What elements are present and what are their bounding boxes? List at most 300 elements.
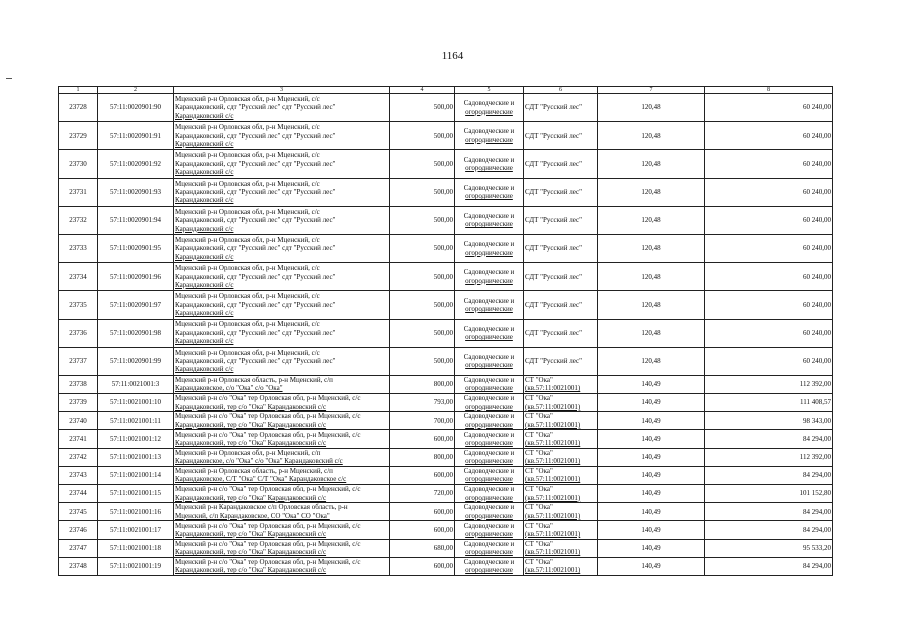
address-line: Карандаковский с/с [175, 252, 234, 261]
unit-value-cell: 120,48 [598, 291, 705, 319]
address-cell [174, 521, 390, 539]
land-use-line: Садоводческие и [463, 352, 515, 361]
row-number: 23742 [59, 448, 98, 466]
organization-cell [524, 375, 598, 393]
organization-line: СТ "Ока" [525, 430, 553, 439]
address-cell [174, 375, 390, 393]
address-line: Карандаковский, тер с/о "Ока" Карандаковский с/с [175, 402, 327, 411]
total-value-cell: 60 240,00 [705, 263, 833, 291]
area-cell: 600,00 [390, 430, 455, 448]
column-header: 3 [174, 87, 390, 94]
land-use-line: Садоводческие и [463, 268, 515, 277]
address-line: Карандаковский с/с [175, 365, 234, 374]
cadastral-number: 57:11:0020901:95 [98, 234, 174, 262]
address-cell [174, 539, 390, 557]
row-number: 23739 [59, 394, 98, 412]
row-number: 23729 [59, 122, 98, 150]
organization-line: СТ "Ока" [525, 448, 553, 457]
organization-cell [524, 347, 598, 375]
organization-cell [524, 503, 598, 521]
address-cell [174, 485, 390, 503]
area-cell: 600,00 [390, 503, 455, 521]
land-use-line: огороднические [465, 220, 513, 229]
land-use-cell [455, 94, 524, 122]
unit-value-cell: 140,49 [598, 448, 705, 466]
address-line: Карандаковский, тер с/о "Ока" Карандаковский с/с [175, 566, 327, 575]
address-line: Мценский р-н Орловская область, р-н Мценский, с/п [175, 376, 333, 385]
address-line: Карандаковский с/с [175, 139, 234, 148]
table-row [59, 557, 833, 575]
organization-line: СТ "Ока" [525, 376, 553, 385]
address-cell [174, 234, 390, 262]
cadastral-number: 57:11:0020901:94 [98, 206, 174, 234]
total-value-cell: 60 240,00 [705, 291, 833, 319]
organization-cell [524, 319, 598, 347]
total-value-cell: 84 294,00 [705, 430, 833, 448]
unit-value-cell: 120,48 [598, 122, 705, 150]
unit-value-cell: 120,48 [598, 234, 705, 262]
unit-value-cell: 140,49 [598, 412, 705, 430]
address-line: Мценский р-н Орловская область, р-н Мценский, с/п [175, 467, 333, 475]
table-row [59, 539, 833, 557]
total-value-cell: 112 392,00 [705, 448, 833, 466]
address-cell [174, 319, 390, 347]
unit-value-cell: 140,49 [598, 394, 705, 412]
address-line: Карандаковский, тер с/о "Ока" Карандаковский с/с [175, 548, 327, 557]
land-use-line: огороднические [465, 107, 513, 116]
land-use-cell [455, 485, 524, 503]
organization-cell [524, 412, 598, 430]
land-use-line: огороднические [465, 439, 513, 448]
organization-cell [524, 291, 598, 319]
table-row [59, 319, 833, 347]
land-use-cell [455, 150, 524, 178]
land-use-line: Садоводческие и [463, 324, 515, 333]
table-row [59, 263, 833, 291]
organization-line: СДТ "Русский лес" [525, 272, 582, 281]
organization-cell [524, 394, 598, 412]
land-use-cell [455, 539, 524, 557]
row-number: 23731 [59, 178, 98, 206]
land-use-line: огороднические [465, 192, 513, 201]
unit-value-cell: 120,48 [598, 206, 705, 234]
area-cell: 720,00 [390, 485, 455, 503]
address-line: Карандаковское, с/о "Ока" с/о "Ока" Карандаковский с/с [175, 457, 343, 466]
land-use-line: Садоводческие и [463, 557, 515, 566]
area-cell: 600,00 [390, 557, 455, 575]
cadastral-number: 57:11:0021001:10 [98, 394, 174, 412]
address-line: Мценский р-н Орловская обл, р-н Мценский, с/с [175, 264, 320, 273]
organization-line: СТ "Ока" [525, 394, 553, 403]
organization-line: СТ "Ока" [525, 503, 553, 512]
organization-line: (кв.57:11:0021001) [525, 420, 581, 429]
address-line: Карандаковский с/с [175, 309, 234, 318]
land-use-line: Садоводческие и [463, 99, 515, 108]
total-value-cell: 95 533,20 [705, 539, 833, 557]
total-value-cell: 60 240,00 [705, 122, 833, 150]
area-cell: 500,00 [390, 347, 455, 375]
organization-line: СТ "Ока" [525, 521, 553, 530]
cadastral-number: 57:11:0020901:92 [98, 150, 174, 178]
organization-line: СТ "Ока" [525, 557, 553, 566]
cadastral-number: 57:11:0020901:90 [98, 94, 174, 122]
row-number: 23735 [59, 291, 98, 319]
address-line: Мценский р-н с/о "Ока" тер Орловская обл, р-н Мценский, с/с [175, 485, 361, 494]
total-value-cell: 84 294,00 [705, 557, 833, 575]
address-line: Карандаковский, тер с/о "Ока" Карандаковский с/с [175, 493, 327, 502]
row-number: 23740 [59, 412, 98, 430]
area-cell: 600,00 [390, 466, 455, 484]
column-header: 4 [390, 87, 455, 94]
organization-line: (кв.57:11:0021001) [525, 566, 581, 575]
header-row [59, 87, 833, 94]
organization-cell [524, 263, 598, 291]
land-use-line: огороднические [465, 384, 513, 393]
land-use-line: Садоводческие и [463, 211, 515, 220]
cadastral-number: 57:11:0021001:3 [98, 375, 174, 393]
cadastral-number: 57:11:0020901:93 [98, 178, 174, 206]
land-use-line: огороднические [465, 529, 513, 538]
total-value-cell: 60 240,00 [705, 94, 833, 122]
address-line: Карандаковский с/с [175, 111, 234, 120]
table-row [59, 94, 833, 122]
organization-cell [524, 178, 598, 206]
cadastral-number: 57:11:0021001:11 [98, 412, 174, 430]
organization-line: СТ "Ока" [525, 467, 553, 475]
address-line: Карандаковский, сдт "Русский лес" сдт "Русский лес" [175, 131, 336, 140]
land-use-line: огороднические [465, 361, 513, 370]
address-line: Карандаковский, тер с/о "Ока" Карандаковский с/с [175, 439, 327, 448]
address-line: Мценский р-н Орловская обл, р-н Мценский, с/с [175, 151, 320, 160]
row-number: 23748 [59, 557, 98, 575]
address-line: Карандаковский, сдт "Русский лес" сдт "Русский лес" [175, 244, 336, 253]
land-use-cell [455, 412, 524, 430]
address-line: Мценский р-н Орловская обл, р-н Мценский, с/с [175, 94, 320, 103]
address-line: Карандаковский, сдт "Русский лес" сдт "Русский лес" [175, 272, 336, 281]
unit-value-cell: 120,48 [598, 347, 705, 375]
organization-line: СДТ "Русский лес" [525, 159, 582, 168]
land-use-line: огороднические [465, 248, 513, 257]
table-row [59, 430, 833, 448]
address-line: Карандаковское, С/Т "Ока" С/Т "Ока" Карандаковское с/с [175, 475, 347, 484]
area-cell: 680,00 [390, 539, 455, 557]
organization-cell [524, 557, 598, 575]
unit-value-cell: 140,49 [598, 466, 705, 484]
total-value-cell: 112 392,00 [705, 375, 833, 393]
organization-cell [524, 206, 598, 234]
page-number: 1164 [441, 50, 464, 62]
organization-cell [524, 430, 598, 448]
address-line: Карандаковский, сдт "Русский лес" сдт "Русский лес" [175, 328, 336, 337]
cadastral-number: 57:11:0021001:15 [98, 485, 174, 503]
total-value-cell: 60 240,00 [705, 347, 833, 375]
organization-cell [524, 94, 598, 122]
address-cell [174, 122, 390, 150]
land-use-line: огороднические [465, 475, 513, 484]
address-line: Карандаковский, сдт "Русский лес" сдт "Русский лес" [175, 216, 336, 225]
area-cell: 500,00 [390, 178, 455, 206]
land-use-line: огороднические [465, 163, 513, 172]
land-use-line: Садоводческие и [463, 430, 515, 439]
row-number: 23738 [59, 375, 98, 393]
land-use-cell [455, 466, 524, 484]
unit-value-cell: 140,49 [598, 485, 705, 503]
organization-line: (кв.57:11:0021001) [525, 511, 581, 520]
land-use-cell [455, 263, 524, 291]
organization-cell [524, 234, 598, 262]
organization-line: (кв.57:11:0021001) [525, 548, 581, 557]
land-use-line: огороднические [465, 276, 513, 285]
table-row [59, 122, 833, 150]
land-use-cell [455, 557, 524, 575]
cadastral-number: 57:11:0021001:16 [98, 503, 174, 521]
land-use-line: Садоводческие и [463, 240, 515, 249]
address-line: Мценский р-н с/о "Ока" тер Орловская обл, р-н Мценский, с/с [175, 539, 361, 548]
cadastral-number: 57:11:0020901:98 [98, 319, 174, 347]
row-number: 23744 [59, 485, 98, 503]
land-use-cell [455, 521, 524, 539]
address-line: Мценский р-н Орловская обл, р-н Мценский, с/п [175, 448, 321, 457]
area-cell: 500,00 [390, 234, 455, 262]
cadastral-number: 57:11:0021001:14 [98, 466, 174, 484]
table-row [59, 448, 833, 466]
organization-line: (кв.57:11:0021001) [525, 439, 581, 448]
area-cell: 793,00 [390, 394, 455, 412]
total-value-cell: 111 408,57 [705, 394, 833, 412]
land-use-line: Садоводческие и [463, 448, 515, 457]
table-row [59, 485, 833, 503]
row-number: 23728 [59, 94, 98, 122]
organization-line: СДТ "Русский лес" [525, 244, 582, 253]
land-use-line: Садоводческие и [463, 394, 515, 403]
organization-line: СДТ "Русский лес" [525, 103, 582, 112]
total-value-cell: 60 240,00 [705, 178, 833, 206]
area-cell: 800,00 [390, 375, 455, 393]
address-line: Мценский р-н с/о "Ока" тер Орловская обл, р-н Мценский, с/с [175, 412, 361, 421]
unit-value-cell: 140,49 [598, 521, 705, 539]
address-cell [174, 291, 390, 319]
organization-line: СДТ "Русский лес" [525, 357, 582, 366]
total-value-cell: 84 294,00 [705, 521, 833, 539]
organization-line: (кв.57:11:0021001) [525, 402, 581, 411]
scan-mark [6, 78, 12, 79]
land-use-line: Садоводческие и [463, 412, 515, 421]
unit-value-cell: 140,49 [598, 503, 705, 521]
unit-value-cell: 140,49 [598, 557, 705, 575]
land-use-cell [455, 122, 524, 150]
land-registry-table [58, 86, 833, 576]
organization-line: (кв.57:11:0021001) [525, 493, 581, 502]
column-header: 1 [59, 87, 98, 94]
address-line: Карандаковский, тер с/о "Ока" Карандаковский с/с [175, 529, 327, 538]
address-line: Карандаковский с/с [175, 196, 234, 205]
table-row [59, 347, 833, 375]
organization-line: СДТ "Русский лес" [525, 216, 582, 225]
land-use-cell [455, 430, 524, 448]
row-number: 23746 [59, 521, 98, 539]
row-number: 23741 [59, 430, 98, 448]
table-row [59, 375, 833, 393]
organization-cell [524, 485, 598, 503]
address-cell [174, 206, 390, 234]
area-cell: 700,00 [390, 412, 455, 430]
organization-line: (кв.57:11:0021001) [525, 457, 581, 466]
cadastral-number: 57:11:0021001:18 [98, 539, 174, 557]
area-cell: 500,00 [390, 206, 455, 234]
organization-line: СДТ "Русский лес" [525, 187, 582, 196]
cadastral-number: 57:11:0021001:19 [98, 557, 174, 575]
address-line: Мценский р-н с/о "Ока" тер Орловская обл, р-н Мценский, с/с [175, 430, 361, 439]
total-value-cell: 60 240,00 [705, 319, 833, 347]
address-cell [174, 150, 390, 178]
land-use-line: Садоводческие и [463, 467, 515, 475]
address-cell [174, 448, 390, 466]
unit-value-cell: 120,48 [598, 94, 705, 122]
organization-cell [524, 448, 598, 466]
total-value-cell: 84 294,00 [705, 466, 833, 484]
land-use-line: огороднические [465, 135, 513, 144]
cadastral-number: 57:11:0021001:12 [98, 430, 174, 448]
area-cell: 500,00 [390, 291, 455, 319]
address-cell [174, 178, 390, 206]
unit-value-cell: 140,49 [598, 539, 705, 557]
column-header: 8 [705, 87, 833, 94]
land-use-cell [455, 178, 524, 206]
land-use-line: Садоводческие и [463, 183, 515, 192]
address-line: Карандаковский, сдт "Русский лес" сдт "Русский лес" [175, 300, 336, 309]
table-row [59, 466, 833, 484]
row-number: 23743 [59, 466, 98, 484]
address-cell [174, 347, 390, 375]
table-row [59, 234, 833, 262]
row-number: 23730 [59, 150, 98, 178]
organization-line: (кв.57:11:0021001) [525, 475, 581, 484]
cadastral-number: 57:11:0020901:99 [98, 347, 174, 375]
total-value-cell: 101 152,80 [705, 485, 833, 503]
area-cell: 600,00 [390, 521, 455, 539]
organization-line: СТ "Ока" [525, 412, 553, 421]
land-use-line: Садоводческие и [463, 503, 515, 512]
table-row [59, 150, 833, 178]
land-use-cell [455, 503, 524, 521]
address-line: Мценский р-н с/о "Ока" тер Орловская обл, р-н Мценский, с/с [175, 557, 361, 566]
table-row [59, 178, 833, 206]
organization-line: СДТ "Русский лес" [525, 300, 582, 309]
address-cell [174, 466, 390, 484]
unit-value-cell: 140,49 [598, 430, 705, 448]
land-use-cell [455, 394, 524, 412]
organization-line: (кв.57:11:0021001) [525, 529, 581, 538]
land-use-line: огороднические [465, 566, 513, 575]
address-cell [174, 412, 390, 430]
land-use-line: огороднические [465, 548, 513, 557]
organization-cell [524, 466, 598, 484]
column-header: 7 [598, 87, 705, 94]
area-cell: 500,00 [390, 150, 455, 178]
column-header: 6 [524, 87, 598, 94]
land-use-line: огороднические [465, 493, 513, 502]
address-cell [174, 557, 390, 575]
organization-line: (кв.57:11:0021001) [525, 384, 581, 393]
total-value-cell: 84 294,00 [705, 503, 833, 521]
address-cell [174, 503, 390, 521]
address-line: Мценский р-н Орловская обл, р-н Мценский, с/с [175, 292, 320, 301]
address-cell [174, 394, 390, 412]
address-line: Мценский р-н Карандаковское с/п Орловская область, р-н [175, 503, 348, 512]
unit-value-cell: 120,48 [598, 178, 705, 206]
land-use-cell [455, 319, 524, 347]
land-use-line: Садоводческие и [463, 485, 515, 494]
cadastral-number: 57:11:0020901:97 [98, 291, 174, 319]
address-line: Карандаковское, с/о "Ока" с/о "Ока" [175, 384, 283, 393]
table-row [59, 291, 833, 319]
address-line: Карандаковский с/с [175, 280, 234, 289]
area-cell: 500,00 [390, 122, 455, 150]
address-line: Мценский р-н Орловская обл, р-н Мценский, с/с [175, 320, 320, 329]
land-use-line: Садоводческие и [463, 155, 515, 164]
cadastral-number: 57:11:0021001:13 [98, 448, 174, 466]
organization-line: СДТ "Русский лес" [525, 328, 582, 337]
land-use-line: огороднические [465, 511, 513, 520]
organization-cell [524, 539, 598, 557]
land-use-cell [455, 347, 524, 375]
column-header: 5 [455, 87, 524, 94]
address-cell [174, 430, 390, 448]
land-use-line: огороднические [465, 402, 513, 411]
unit-value-cell: 120,48 [598, 150, 705, 178]
total-value-cell: 60 240,00 [705, 150, 833, 178]
address-line: Мценский р-н Орловская обл, р-н Мценский, с/с [175, 348, 320, 357]
address-line: Мценский р-н с/о "Ока" тер Орловская обл, р-н Мценский, с/с [175, 521, 361, 530]
address-line: Мценский р-н с/о "Ока" тер Орловская обл, р-н Мценский, с/с [175, 394, 361, 403]
land-use-cell [455, 234, 524, 262]
address-line: Карандаковский, сдт "Русский лес" сдт "Русский лес" [175, 159, 336, 168]
address-line: Карандаковский, тер с/о "Ока" Карандаковский с/с [175, 420, 327, 429]
table-row [59, 394, 833, 412]
address-line: Мценский р-н Орловская обл, р-н Мценский, с/с [175, 207, 320, 216]
land-use-line: Садоводческие и [463, 521, 515, 530]
land-use-cell [455, 291, 524, 319]
address-line: Мценский р-н Орловская обл, р-н Мценский, с/с [175, 123, 320, 132]
address-line: Карандаковский, сдт "Русский лес" сдт "Русский лес" [175, 357, 336, 366]
land-use-cell [455, 206, 524, 234]
land-use-line: Садоводческие и [463, 127, 515, 136]
land-use-line: огороднические [465, 420, 513, 429]
address-line: Мценский, с/п Карандаковское, СО "Ока" СО "Ока" [175, 511, 330, 520]
organization-cell [524, 521, 598, 539]
table-row [59, 521, 833, 539]
column-header: 2 [98, 87, 174, 94]
land-use-line: огороднические [465, 457, 513, 466]
organization-cell [524, 150, 598, 178]
organization-line: СТ "Ока" [525, 539, 553, 548]
land-use-line: Садоводческие и [463, 539, 515, 548]
address-line: Карандаковский с/с [175, 168, 234, 177]
row-number: 23734 [59, 263, 98, 291]
table-row [59, 206, 833, 234]
cadastral-number: 57:11:0020901:96 [98, 263, 174, 291]
address-line: Мценский р-н Орловская обл, р-н Мценский, с/с [175, 235, 320, 244]
unit-value-cell: 120,48 [598, 263, 705, 291]
unit-value-cell: 140,49 [598, 375, 705, 393]
total-value-cell: 98 343,00 [705, 412, 833, 430]
row-number: 23747 [59, 539, 98, 557]
unit-value-cell: 120,48 [598, 319, 705, 347]
table-row [59, 412, 833, 430]
row-number: 23745 [59, 503, 98, 521]
address-line: Карандаковский с/с [175, 337, 234, 346]
area-cell: 500,00 [390, 263, 455, 291]
